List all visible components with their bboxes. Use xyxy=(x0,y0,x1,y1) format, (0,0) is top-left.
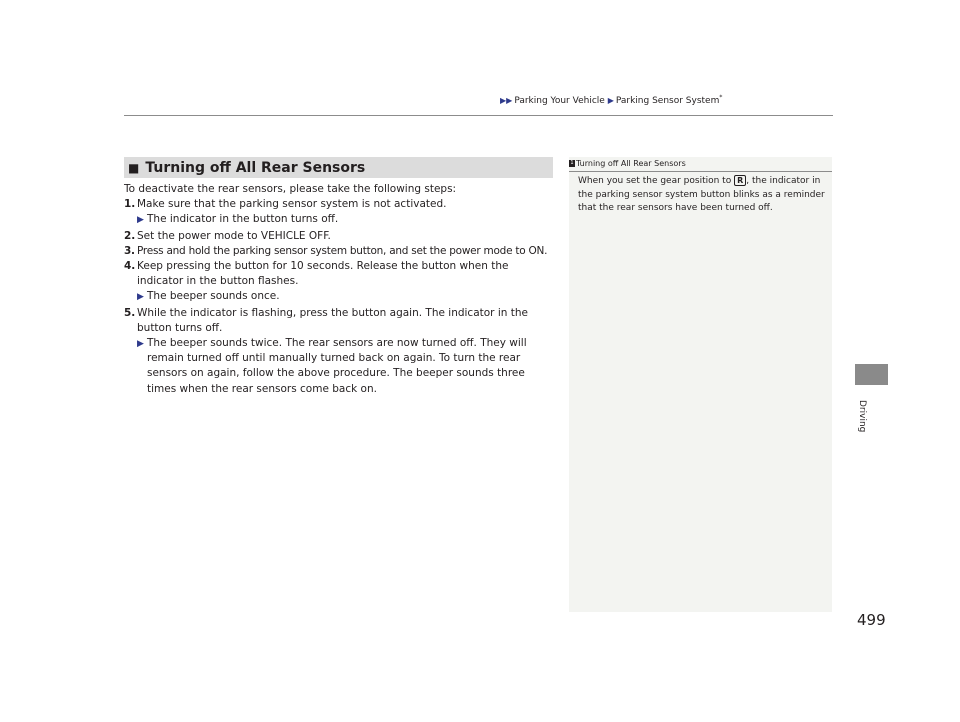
note-title: Turning off All Rear Sensors xyxy=(576,159,686,168)
asterisk: * xyxy=(719,94,723,101)
arrow-icon: ▶ xyxy=(137,215,144,226)
instructions xyxy=(124,182,556,397)
step-text: While the indicator is flashing, press the button again. The indicator in the button turns off. xyxy=(137,306,528,334)
step-item xyxy=(124,306,556,336)
result-text: The beeper sounds twice. The rear sensors are now turned off. They will remain turned off until manually turned back on again. To turn the rear sensors on again, follow the above procedure. The beeper sounds three times when the rear sensors come back on. xyxy=(147,337,527,395)
arrow-icon: ▶▶ xyxy=(500,96,513,105)
breadcrumb-item: Parking Your Vehicle xyxy=(514,96,605,106)
breadcrumb-item: Parking Sensor System xyxy=(615,96,720,106)
note-body xyxy=(578,175,828,216)
note-marker-icon: 1 xyxy=(570,160,574,166)
step-number: 5. xyxy=(124,306,136,319)
step-number: 2. xyxy=(124,229,136,242)
intro-text: To deactivate the rear sensors, please take the following steps: xyxy=(124,183,457,195)
result-text: The beeper sounds once. xyxy=(147,290,280,303)
note-header xyxy=(569,157,832,172)
step-item xyxy=(124,197,556,212)
step-number: 1. xyxy=(124,198,136,211)
step-text: Make sure that the parking sensor system is not activated. xyxy=(137,198,447,211)
page-number: 499 xyxy=(857,611,886,629)
square-bullet-icon: ■ xyxy=(128,160,140,175)
chapter-tab xyxy=(855,364,888,385)
gear-r-icon: R xyxy=(734,175,746,186)
step-number: 3. xyxy=(124,244,135,257)
step-item xyxy=(124,259,556,289)
arrow-icon: ▶ xyxy=(607,96,614,105)
step-result xyxy=(124,212,556,228)
result-text: The indicator in the button turns off. xyxy=(147,213,339,226)
chapter-label: Driving xyxy=(857,400,867,433)
step-item xyxy=(124,244,556,259)
header-rule xyxy=(124,115,833,116)
section-title: Turning off All Rear Sensors xyxy=(145,159,366,176)
step-item xyxy=(124,229,556,244)
arrow-icon: ▶ xyxy=(137,339,144,350)
step-result xyxy=(124,289,556,305)
step-text: Keep pressing the button for 10 seconds. Release the button when the indicator in the button flashes. xyxy=(137,260,509,288)
arrow-icon: ▶ xyxy=(137,292,144,303)
note-text-after: , the indicator in the parking sensor system button blinks as a reminder that the rear sensors have been turned off. xyxy=(578,176,825,213)
side-note xyxy=(569,157,832,612)
step-result xyxy=(124,336,556,397)
note-text-before: When you set the gear position to xyxy=(578,176,735,186)
breadcrumb xyxy=(500,94,722,106)
step-text: Set the power mode to VEHICLE OFF. xyxy=(137,229,331,242)
section-heading xyxy=(124,157,553,178)
step-number: 4. xyxy=(124,260,136,273)
step-text: Press and hold the parking sensor system button, and set the power mode to ON. xyxy=(137,244,548,257)
